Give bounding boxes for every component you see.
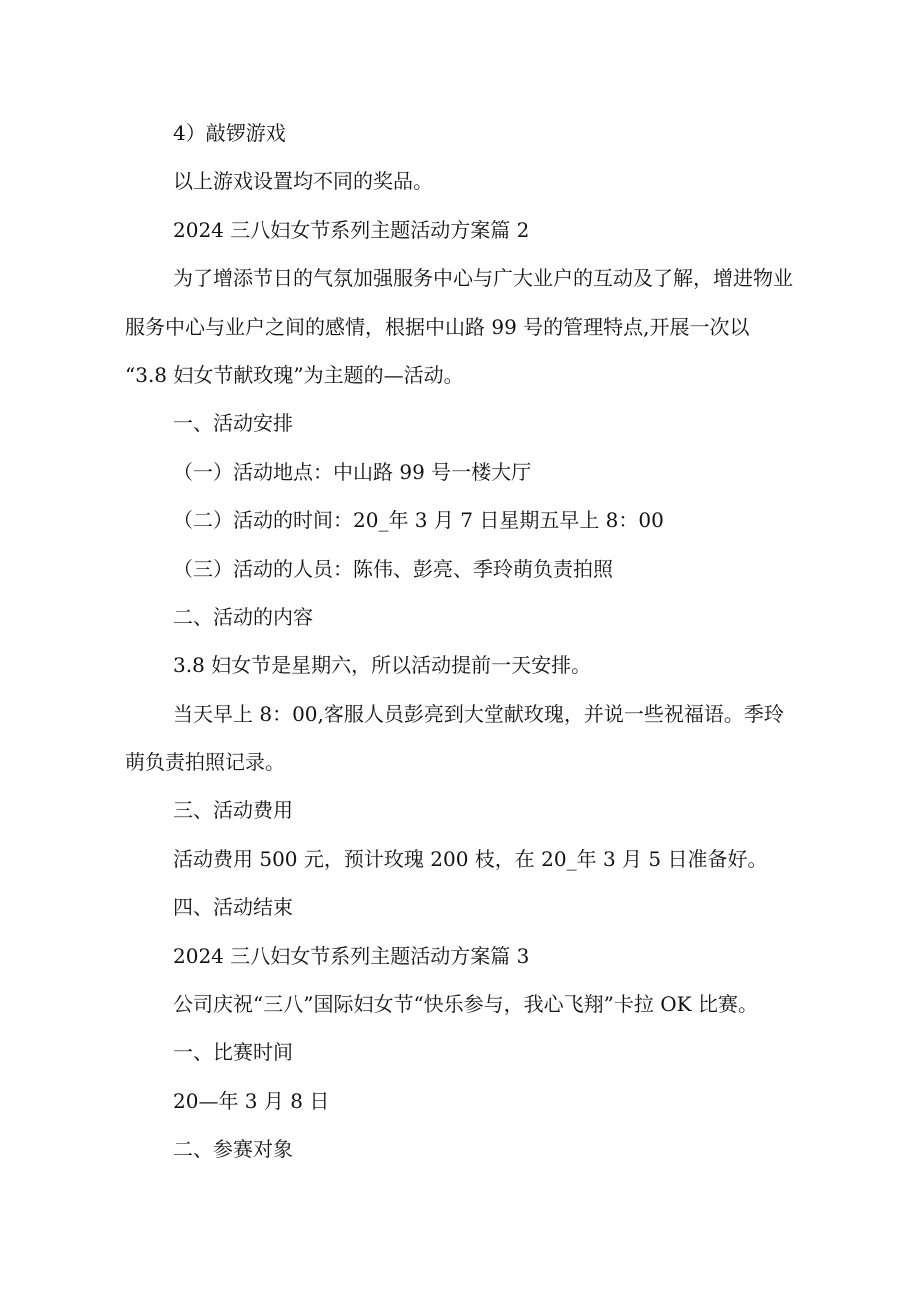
document-body [125, 109, 825, 1174]
section-heading [125, 1125, 825, 1173]
heading-line: 二、参赛对象 [173, 1137, 293, 1162]
section-heading [125, 593, 825, 641]
text-line: 以上游戏设置均不同的奖品。 [173, 169, 433, 194]
list-item-paragraph [125, 109, 825, 157]
text-line: 当天早上 8：00,客服人员彭亮到大堂献玫瑰，并说一些祝福语。季玲 [173, 701, 784, 726]
body-paragraph [125, 1077, 825, 1125]
text-line: “3.8 妇女节献玫瑰”为主题的—活动。 [125, 362, 464, 387]
heading-line: 二、活动的内容 [173, 604, 313, 629]
section-heading [125, 399, 825, 447]
section-heading [125, 883, 825, 931]
document-title [125, 932, 825, 980]
body-paragraph [125, 980, 825, 1028]
section-heading [125, 786, 825, 834]
text-line: 服务中心与业户之间的感情，根据中山路 99 号的管理特点,开展一次以 [125, 314, 750, 339]
list-item-paragraph [125, 496, 825, 544]
title-line: 2024 三八妇女节系列主题活动方案篇 3 [173, 943, 530, 968]
text-line: 3.8 妇女节是星期六，所以活动提前一天安排。 [173, 653, 592, 678]
text-line: 为了增添节日的气氛加强服务中心与广大业户的互动及了解，增进物业 [173, 266, 793, 291]
heading-line: 三、活动费用 [173, 798, 293, 823]
text-line: 活动费用 500 元，预计玫瑰 200 枝，在 20_年 3 月 5 日准备好。 [173, 846, 768, 871]
section-heading [125, 1028, 825, 1076]
body-paragraph [125, 690, 825, 787]
document-title [125, 206, 825, 254]
heading-line: 一、活动安排 [173, 411, 293, 436]
text-line: 公司庆祝“三八”国际妇女节“快乐参与，我心飞翔”卡拉 OK 比赛。 [173, 992, 758, 1017]
body-paragraph [125, 835, 825, 883]
body-paragraph [125, 254, 825, 399]
text-line: （二）活动的时间：20_年 3 月 7 日星期五早上 8：00 [173, 508, 664, 533]
text-line: （一）活动地点：中山路 99 号一楼大厅 [173, 459, 532, 484]
heading-line: 四、活动结束 [173, 895, 293, 920]
text-line: 4）敲锣游戏 [173, 121, 286, 145]
list-item-paragraph [125, 448, 825, 496]
text-line: （三）活动的人员：陈伟、彭亮、季玲萌负责拍照 [173, 556, 613, 581]
body-paragraph [125, 157, 825, 205]
heading-line: 一、比赛时间 [173, 1040, 293, 1065]
list-item-paragraph [125, 545, 825, 593]
body-paragraph [125, 641, 825, 689]
text-line: 萌负责拍照记录。 [125, 750, 285, 775]
title-line: 2024 三八妇女节系列主题活动方案篇 2 [173, 217, 530, 242]
text-line: 20—年 3 月 8 日 [173, 1088, 330, 1113]
